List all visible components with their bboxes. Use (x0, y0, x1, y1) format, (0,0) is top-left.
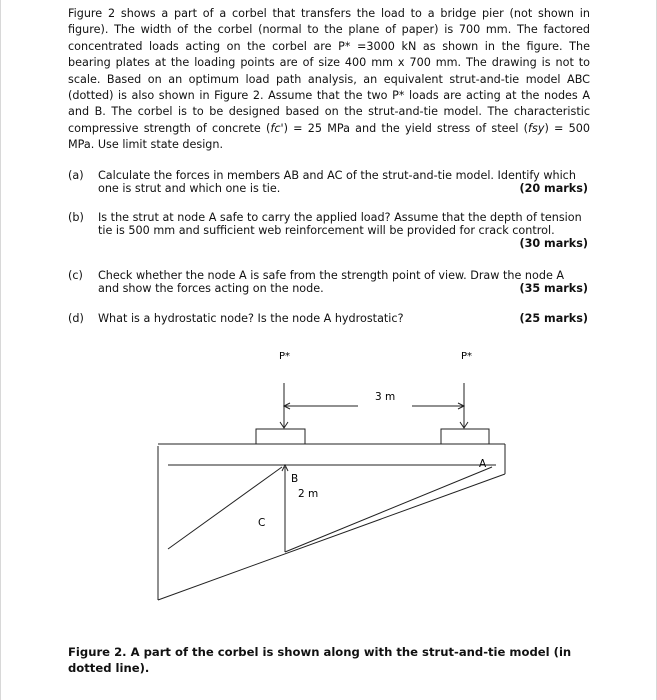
question-marks: (25 marks) (519, 312, 588, 325)
intro-lead: Figure 2 shows a part of a corbel that transfers the load to a bridge pier (not shown in figure). The width of the corbel (normal to the plane of paper) is 700 mm. The factored concentrated loads acting on the corbel are P* =3000 kN as shown in the figure. The bearing plates at the loading points are of size 400 mm x 700 mm. The drawing is not to scale. Based on an optimum load path analysis, an equivalent strut-and-tie model ABC (dotted) is also shown in Figure 2. Assume that the two P* loads are acting at the nodes A and B. The corbel is to be designed based on the strut-and-tie model. The characteristic compressive strength of concrete ( (68, 7, 590, 135)
fc-symbol: fc' (270, 121, 284, 135)
question-label: (c) (68, 269, 83, 282)
node-c-label: C (258, 517, 266, 529)
question-marks: (30 marks) (519, 237, 588, 250)
member-diagonal-ac (285, 467, 492, 552)
question-text: What is a hydrostatic node? Is the node A hydrostatic? (98, 312, 404, 325)
node-a-label: A (479, 458, 487, 470)
question-text: Is the strut at node A safe to carry the applied load? Assume that the depth of tension tie is 500 mm and sufficient web reinforcement will be provided for crack control. (98, 211, 582, 238)
intro-tail: ) = 500 MPa. Use limit state design. (68, 121, 590, 152)
question-label: (d) (68, 312, 84, 325)
span-label: 3 m (375, 391, 396, 403)
question-marks: (20 marks) (519, 182, 588, 195)
intro-mid: ) = 25 MPa and the yield stress of steel ( (283, 121, 529, 135)
question-text: Check whether the node A is safe from the strength point of view. Draw the node A and show the forces acting on the node. (98, 269, 565, 296)
load-label-left: P* (279, 351, 291, 362)
question-marks: (35 marks) (519, 282, 588, 295)
node-b-label: B (291, 473, 299, 485)
question-text: Calculate the forces in members AB and AC of the strut-and-tie model. Identify which one is strut and which one is tie. (98, 169, 576, 196)
bearing-plate-right (441, 429, 489, 444)
figure-caption: Figure 2. A part of the corbel is shown along with the strut-and-tie model (in dotted line). (68, 645, 572, 675)
member-diagonal-left (168, 467, 282, 549)
question-label: (a) (68, 169, 84, 182)
corbel-soffit-edge (158, 474, 505, 600)
load-label-right: P* (461, 351, 473, 362)
question-label: (b) (68, 211, 84, 224)
depth-label: 2 m (298, 488, 319, 500)
fsy-symbol: fsy (528, 121, 545, 135)
bearing-plate-left (256, 429, 305, 444)
